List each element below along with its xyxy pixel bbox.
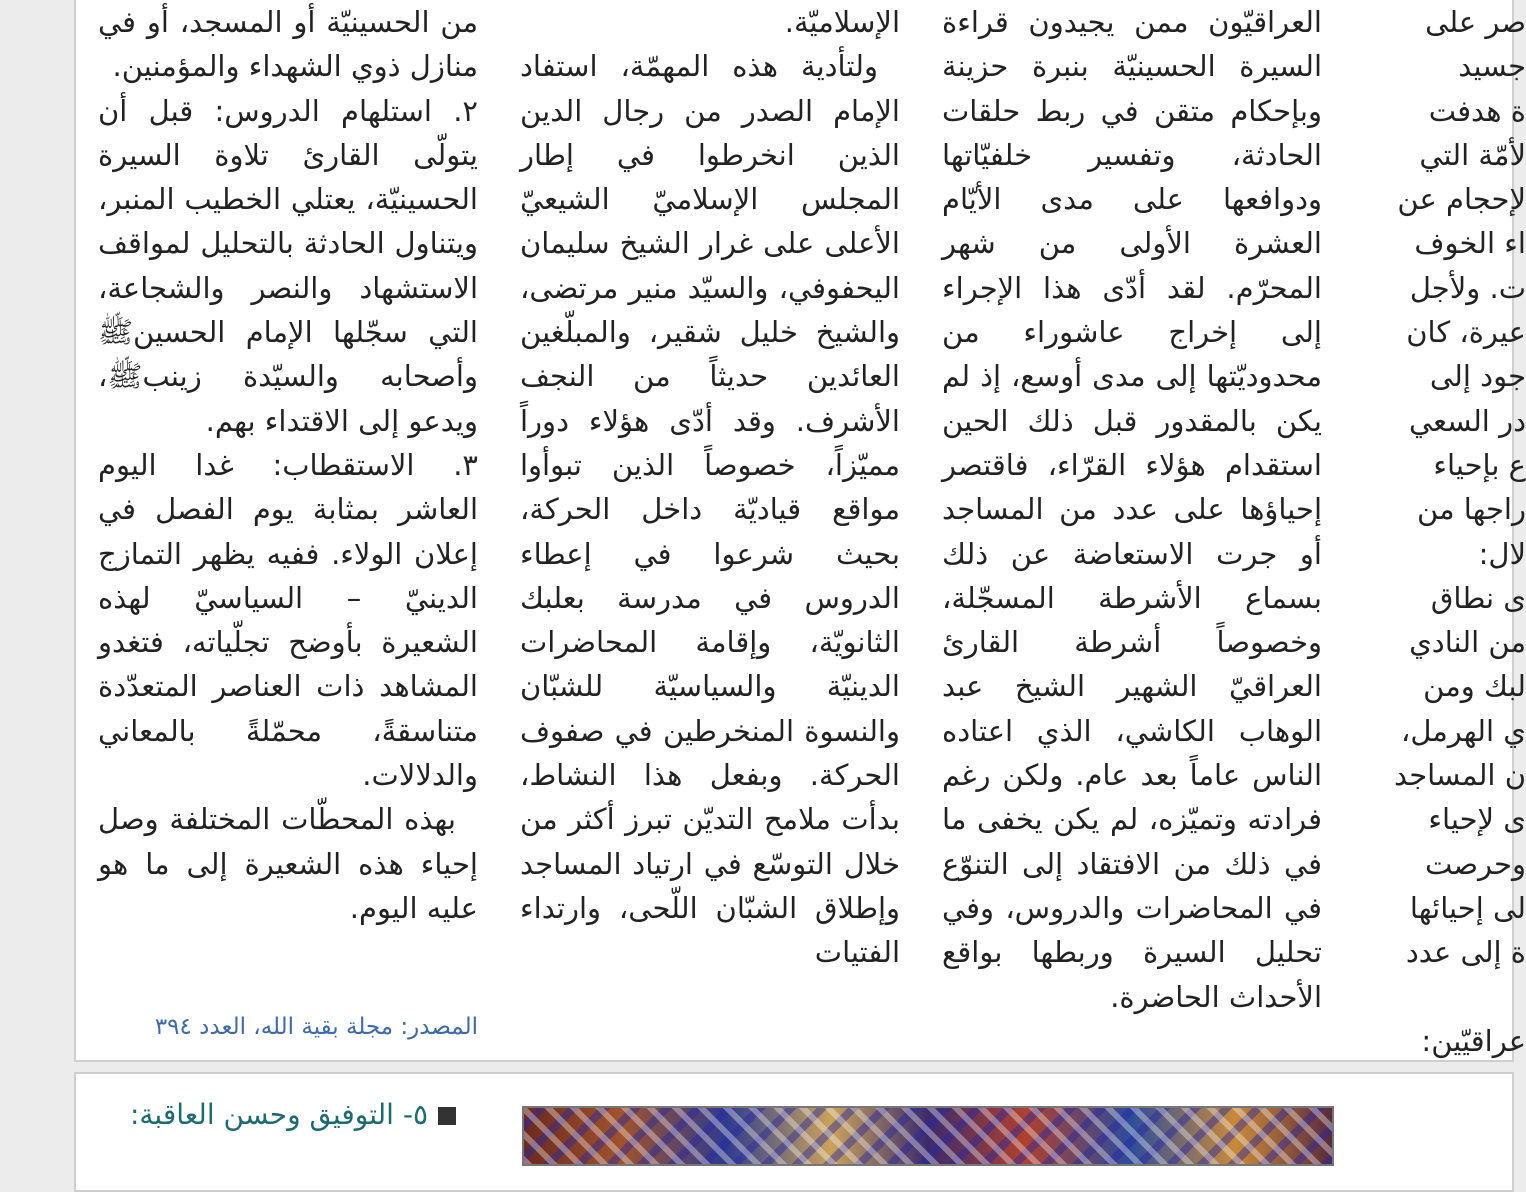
column-1-line: جسيد [1458,49,1526,84]
column-1-line: لبك ومن [1423,669,1526,704]
column-1-line: لإحجام عن [1397,182,1526,217]
section-heading-text: ٥- التوفيق وحسن العاقبة: [129,1098,428,1131]
column-1-line: اء الخوف [1414,226,1526,261]
column-right-clipped [1366,0,1526,1064]
column-1-line: ى نطاق [1430,580,1526,615]
source-link[interactable]: المصدر: مجلة بقية الله، العدد ٣٩٤ [154,1014,478,1040]
column-1-line: من النادي [1409,625,1526,660]
column-1-line: راجها من [1416,492,1526,527]
honorific-symbol: ﷺ [98,315,134,350]
column-1-line: لأمّة التي [1419,137,1526,172]
column-1-line: ة إلى عدد [1405,935,1526,970]
honorific-symbol-2: ﷺ [107,359,143,394]
lesson-text-c: ، ويدعو إلى الاقتداء بهم. [98,359,478,438]
column-2-paragraph: العراقيّون ممن يجيدون قراءة السيرة الحسينيّة بنبرة حزينة وبإحكام متقن في ربط حلقات الحادثة، وتفسير خلفيّاتها ودوافعها على مدى الأيّام العشرة الأولى من شهر المحرّم. لقد أدّى هذا الإجراء إلى إخراج عاشوراء من محدوديّتها إلى مدى أوسع، إذ لم يكن بالمقدور قبل ذلك الحين استقدام هؤلاء القرّاء، فاقتصر إحياؤها على عدد من المساجد أو جرت الاستعاضة عن ذلك بسماع الأشرطة المسجّلة، وخصوصاً أشرطة القارئ العراقيّ الشهير الشيخ عبد الوهاب الكاشي، الذي اعتاده الناس عاماً بعد عام. ولكن رغم فرادته وتميّزه، لم يكن يخفى ما في ذلك من الافتقاد إلى التنوّع في المحاضرات والدروس، وفي تحليل السيرة وربطها بواقع الأحداث الحاضرة. [942,5,1322,1014]
column-1-line: جود إلى [1429,359,1526,394]
column-1-line: ت. ولأجل [1409,270,1526,305]
square-bullet-icon [438,1107,456,1125]
column-1-line: ة هدفت [1428,93,1526,128]
lesson-text-b: وأصحابه والسيّدة زينب [142,359,478,394]
column-1-line [1366,975,1526,1019]
column-4-paragraph-3: ٣. الاستقطاب: غدا اليوم العاشر بمثابة يوم الفصل في إعلان الولاء. ففيه يظهر التمازج الدينيّ – السياسيّ لهذه الشعيرة بأوضح تجلّياته، فتغدو المشاهد ذات العناصر المتعدّدة متناسقةً، محمّلةً بالمعاني والدلالات. [98,447,478,793]
column-1-line: عيرة، كان [1406,315,1526,350]
column-4-paragraph-2 [98,89,478,443]
column-1-line: لى إحيائها [1409,890,1526,925]
column-3-paragraph: ولتأدية هذه المهمّة، استفاد الإمام الصدر من رجال الدين الذين انخرطوا في إطار المجلس الإسلاميّ الشيعيّ الأعلى على غرار الشيخ سليمان اليحفوفي، والسيّد منير مرتضى، والشيخ خليل شقير، والمبلّغين العائدين حديثاً من النجف الأشرف. وقد أدّى هؤلاء دوراً مميّزاً، خصوصاً الذين تبوأوا مواقع قياديّة داخل الحركة، بحيث شرعوا في إعطاء الدروس في مدرسة بعلبك الثانويّة، وإقامة المحاضرات الدينيّة والسياسيّة للشبّان والنسوة المنخرطين في صفوف الحركة. وبفعل هذا النشاط، بدأت ملامح التديّن تبرز أكثر من خلال التوسّع في ارتياد المساجد وإطلاق الشبّان اللّحى، وارتداء الفتيات [520,49,900,970]
lesson-text: ٢. استلهام الدروس: قبل أن يتولّى القارئ تلاوة السيرة الحسينيّة، يعتلي الخطيب المنبر، ويتناول الحادثة بالتحليل لمواقف الاستشهاد والنصر والشجاعة، التي سجّلها الإمام الحسين [98,93,478,350]
column-1-line: وحرصت [1424,846,1526,881]
column-1-line: ع بإحياء [1433,447,1526,482]
column-1-line: ي الهرمل، [1400,713,1526,748]
column-3-heading-tail: الإسلاميّة. [784,5,900,39]
section-heading [96,1098,456,1131]
column-1-line: لال: [1478,536,1526,571]
column-4 [98,0,478,1020]
column-1-line: ن المساجد [1393,758,1526,793]
column-3 [520,0,900,1020]
column-4-paragraph-4: بهذه المحطّات المختلفة وصل إحياء هذه الشعيرة إلى ما هو عليه اليوم. [98,802,478,925]
article-photo [522,1106,1334,1166]
column-2 [942,0,1322,1064]
column-1-line: عراقيّين: [1421,1023,1526,1058]
column-1-line: صر على [1425,5,1526,39]
column-1-line: ى لإحياء [1428,802,1526,837]
column-1-line: در السعي [1408,403,1526,438]
column-4-paragraph-1: من الحسينيّة أو المسجد، أو في منازل ذوي الشهداء والمؤمنين. [98,5,478,84]
